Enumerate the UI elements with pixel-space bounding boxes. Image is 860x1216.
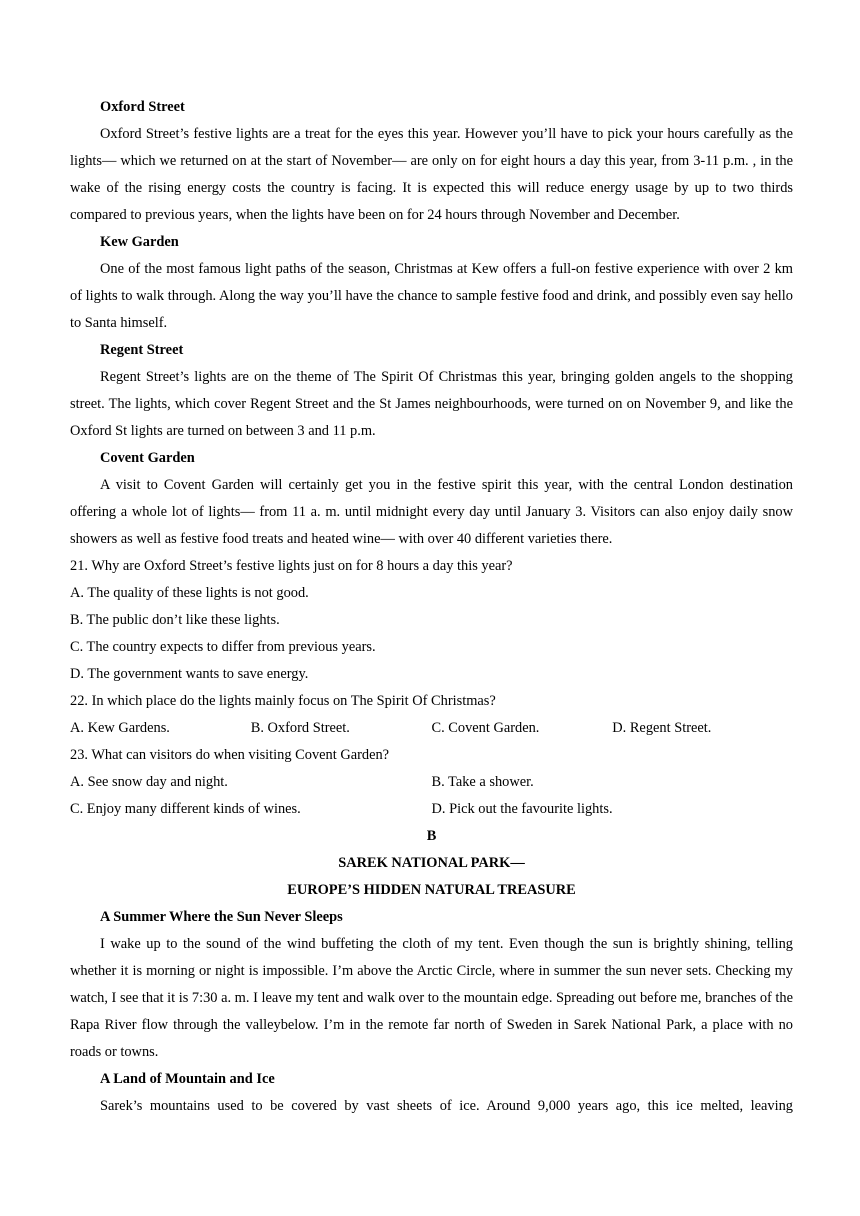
paragraph-regent-street: Regent Street’s lights are on the theme of The Spirit Of Christmas this year, bringing golden angels to the shopping street. The lights, which cover Regent Street and the St James neighbourhoods, were turned on on November 9, and like the Oxford St lights are turned on between 3 and 11 p.m.	[70, 369, 793, 439]
document-page	[70, 94, 793, 1120]
paragraph-oxford-street: Oxford Street’s festive lights are a treat for the eyes this year. However you’ll have to pick your hours carefully as the lights— which we returned on at the start of November— are only on for eight hours a day this year, from 3-11 p.m. , in the wake of the rising energy costs the country is facing. It is expected this will reduce energy usage by up to two thirds compared to previous years, when the lights have been on for 24 hours through November and December.	[70, 126, 793, 223]
article-title-line-1: SAREK NATIONAL PARK—	[338, 855, 525, 871]
question-23-option-a: A. See snow day and night.	[70, 774, 228, 790]
question-23-option-b: B. Take a shower.	[431, 774, 534, 790]
heading-regent-street: Regent Street	[100, 342, 184, 358]
question-22-option-d: D. Regent Street.	[612, 720, 712, 736]
heading-summer-sun: A Summer Where the Sun Never Sleeps	[100, 909, 343, 925]
question-21-option-c: C. The country expects to differ from previous years.	[70, 639, 376, 655]
question-22-option-b: B. Oxford Street.	[250, 720, 350, 736]
paragraph-mountain-ice: Sarek’s mountains used to be covered by vast sheets of ice. Around 9,000 years ago, this ice melted, leaving	[100, 1098, 793, 1114]
question-21-option-b: B. The public don’t like these lights.	[70, 612, 280, 628]
question-22-option-a: A. Kew Gardens.	[70, 720, 170, 736]
question-21-option-a: A. The quality of these lights is not good.	[70, 585, 309, 601]
section-b-label: B	[426, 828, 437, 844]
heading-kew-garden: Kew Garden	[100, 234, 179, 250]
heading-oxford-street: Oxford Street	[100, 99, 185, 115]
question-21-stem: 21. Why are Oxford Street’s festive lights just on for 8 hours a day this year?	[70, 558, 513, 574]
heading-covent-garden: Covent Garden	[100, 450, 195, 466]
question-23-stem: 23. What can visitors do when visiting Covent Garden?	[70, 747, 390, 763]
question-23-option-d: D. Pick out the favourite lights.	[431, 801, 613, 817]
question-23-options-row-1	[70, 769, 793, 796]
question-23-options-row-2	[70, 796, 793, 823]
paragraph-summer-sun: I wake up to the sound of the wind buffeting the cloth of my tent. Even though the sun is brightly shining, telling whether it is morning or night is impossible. I’m above the Arctic Circle, where in summer the sun never sets. Checking my watch, I see that it is 7:30 a. m. I leave my tent and walk over to the mountain edge. Spreading out before me, branches of the Rapa River flow through the valleybelow. I’m in the remote far north of Sweden in Sarek National Park, a place with no roads or towns.	[70, 936, 793, 1060]
article-title-line-2: EUROPE’S HIDDEN NATURAL TREASURE	[287, 882, 576, 898]
heading-mountain-ice: A Land of Mountain and Ice	[100, 1071, 275, 1087]
question-22-options	[70, 715, 793, 742]
paragraph-covent-garden: A visit to Covent Garden will certainly get you in the festive spirit this year, with the central London destination offering a whole lot of lights— from 11 a. m. until midnight every day until January 3. Visitors can also enjoy daily snow showers as well as festive food treats and heated wine— with over 40 different varieties there.	[70, 477, 793, 547]
question-22-option-c: C. Covent Garden.	[431, 720, 540, 736]
paragraph-kew-garden: One of the most famous light paths of the season, Christmas at Kew offers a full-on festive experience with over 2 km of lights to walk through. Along the way you’ll have the chance to sample festive food and drink, and possibly even say hello to Santa himself.	[70, 261, 793, 331]
question-21-option-d: D. The government wants to save energy.	[70, 666, 309, 682]
question-22-stem: 22. In which place do the lights mainly focus on The Spirit Of Christmas?	[70, 693, 496, 709]
question-23-option-c: C. Enjoy many different kinds of wines.	[70, 801, 301, 817]
